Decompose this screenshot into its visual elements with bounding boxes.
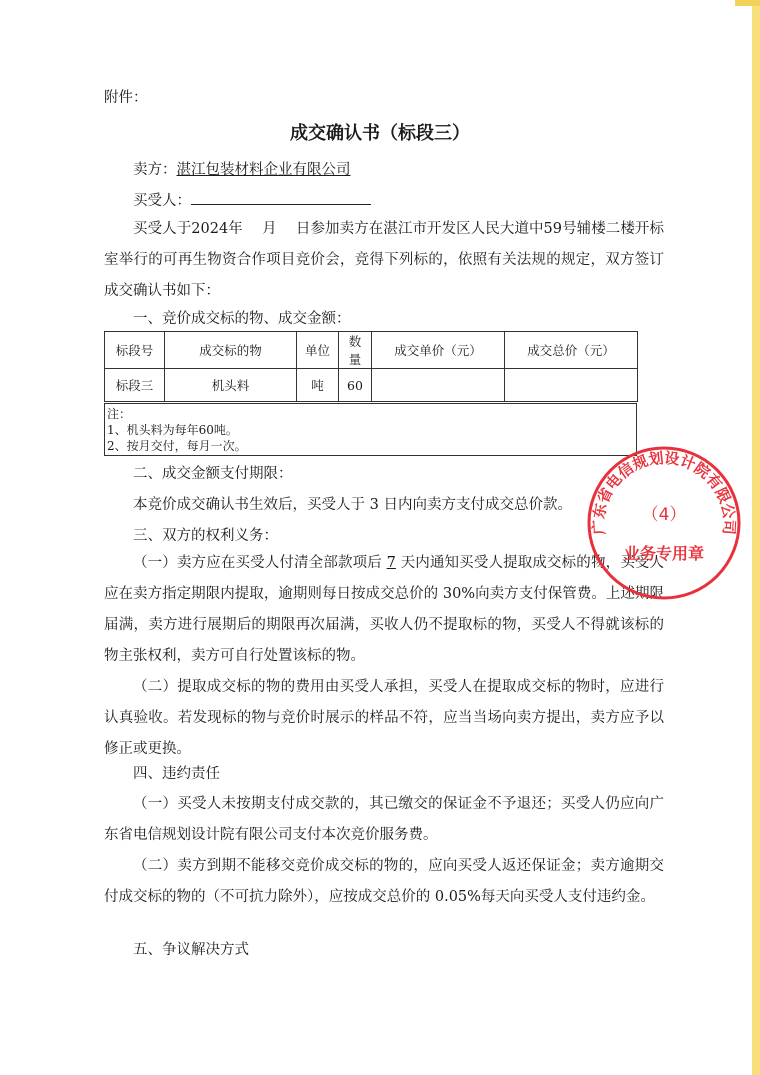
unit-cell: 吨 bbox=[297, 369, 339, 402]
header-cell: 单位 bbox=[297, 332, 339, 369]
header-cell: 标段号 bbox=[105, 332, 165, 369]
section1-heading: 一、竞价成交标的物、成交金额： bbox=[133, 311, 351, 327]
clause3-1-start: （一）卖方应在买受人付清全部款项后 bbox=[133, 555, 387, 571]
clause3-2: （二）提取成交标的物的费用由买受人承担，买受人在提取成交标的物时，应进行认真验收。若发现标的物与竞价时展示的样品不符，应当当场向卖方提出，卖方应予以修正或更换。 bbox=[104, 679, 664, 757]
buyer-line bbox=[133, 190, 371, 211]
seller-line bbox=[133, 160, 351, 180]
document-title: 成交确认书（标段三） bbox=[290, 123, 470, 144]
buyer-label: 买受人： bbox=[133, 193, 191, 209]
page-edge-right bbox=[752, 0, 760, 1075]
section2-heading: 二、成交金额支付期限： bbox=[133, 466, 293, 482]
section5-heading: 五、争议解决方式 bbox=[133, 942, 249, 958]
clause4-2: （二）卖方到期不能移交竞价成交标的物的，应向买受人返还保证金；卖方逾期交付成交标的物的（不可抗力除外），应按成交总价的 0.05%每天向买受人支付违约金。 bbox=[104, 858, 664, 905]
lot-cell: 标段三 bbox=[105, 369, 165, 402]
attachment-label: 附件： bbox=[104, 90, 148, 106]
seller-label: 卖方： bbox=[133, 162, 177, 178]
note-line: 2、按月交付，每月一次。 bbox=[107, 439, 247, 453]
section3-heading: 三、双方的权利义务： bbox=[133, 528, 278, 544]
clause3-1-days: 7 bbox=[386, 555, 396, 571]
clause4-1: （一）买受人未按期支付成交款的，其已缴交的保证金不予退还；买受人仍应向广东省电信规划设计院有限公司支付本次竞价服务费。 bbox=[104, 796, 664, 843]
note-line: 1、机头料为每年60吨。 bbox=[107, 423, 238, 437]
header-cell: 数量 bbox=[339, 332, 372, 369]
item-cell: 机头料 bbox=[165, 369, 297, 402]
header-cell: 成交单价（元） bbox=[372, 332, 505, 369]
company-seal bbox=[585, 444, 743, 602]
clause3-1-rest: 天内通知买受人提取成交标的物，买受人应在卖方指定期限内提取，逾期则每日按成交总价的 30%向卖方支付保管费。上述期限届满，卖方进行展期后的期限再次届满，买收人仍不提取标的物，买受人不得就该标的物主张权利，卖方可自行处置该标的物。 bbox=[104, 555, 665, 664]
seal-company-text: 广东省电信规划设计院有限公司 bbox=[589, 448, 739, 536]
table-row bbox=[105, 369, 638, 402]
header-cell: 成交标的物 bbox=[165, 332, 297, 369]
quantity-cell: 60 bbox=[339, 369, 372, 402]
seal-number: （4） bbox=[641, 505, 687, 525]
buyer-blank bbox=[191, 190, 371, 205]
table-notes bbox=[104, 403, 637, 456]
table-header-row bbox=[105, 332, 638, 369]
section2-body: 本竞价成交确认书生效后，买受人于 3 日内向卖方支付成交总价款。 bbox=[133, 497, 572, 513]
note-line: 注： bbox=[107, 407, 132, 421]
unit-price-cell bbox=[372, 369, 505, 402]
intro-paragraph: 买受人于2024年 月 日参加卖方在湛江市开发区人民大道中59号辅楼二楼开标室举行的可再生物资合作项目竞价会，竞得下列标的，依照有关法规的规定，双方签订成交确认书如下： bbox=[104, 221, 664, 299]
total-price-cell bbox=[505, 369, 638, 402]
seller-name: 湛江包装材料企业有限公司 bbox=[176, 162, 351, 178]
deal-table bbox=[104, 331, 638, 402]
header-cell: 成交总价（元） bbox=[505, 332, 638, 369]
clause3-1 bbox=[104, 548, 664, 672]
section4-heading: 四、违约责任 bbox=[133, 766, 220, 782]
page-edge-top bbox=[735, 0, 760, 6]
seal-purpose: 业务专用章 bbox=[623, 544, 705, 563]
